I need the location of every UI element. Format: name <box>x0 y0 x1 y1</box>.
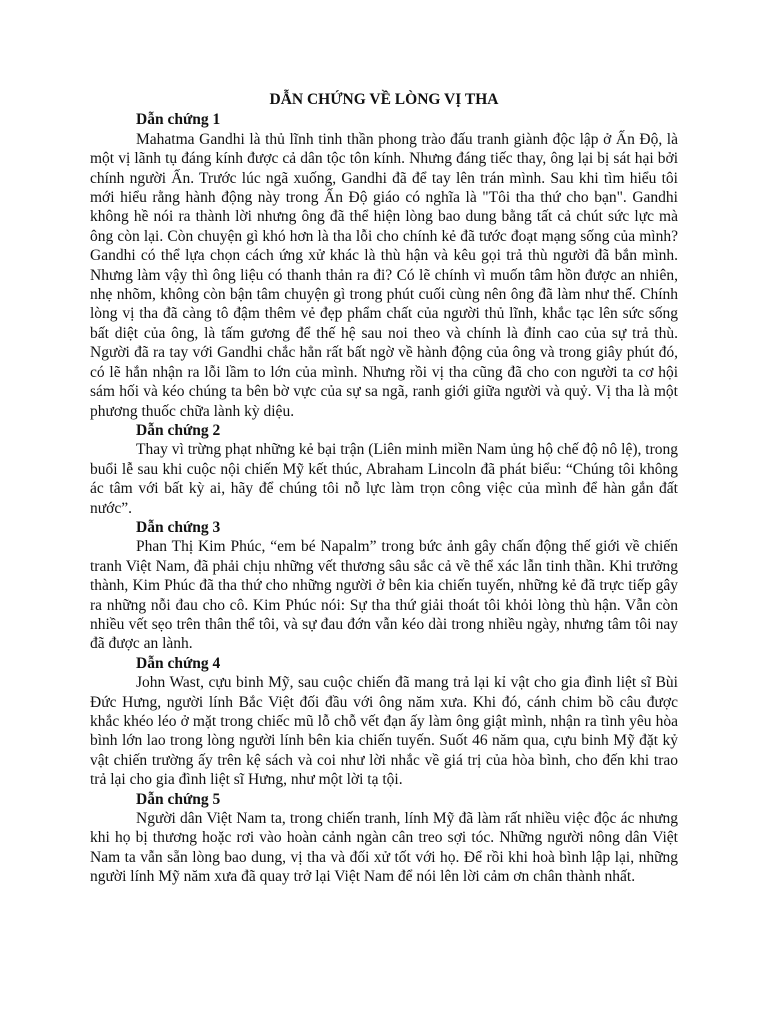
section-text-3: Phan Thị Kim Phúc, “em bé Napalm” trong bức ảnh gây chấn động thế giới về chiến tranh Việt Nam, đã phải chịu những vết thương sâu sắc cả về thể xác lẫn tinh thần. Khi trưởng thành, Kim Phúc đã tha thứ cho những người ở bên kia chiến tuyến, những kẻ đã trực tiếp gây ra những nỗi đau cho cô. Kim Phúc nói: Sự tha thứ giải thoát tôi khỏi lòng thù hận. Vẫn còn nhiều vết sẹo trên thân thể tôi, và sự đau đớn vẫn kéo dài trong nhiều ngày, nhưng tâm tôi nay đã được an lành. <box>90 538 678 653</box>
section-heading-5: Dẫn chứng 5 <box>136 790 221 808</box>
section-text-1: Mahatma Gandhi là thủ lĩnh tinh thần phong trào đấu tranh giành độc lập ở Ấn Độ, là một vị lãnh tụ đáng kính được cả dân tộc tôn kính. Nhưng đáng tiếc thay, ông lại bị sát hại bởi chính người Ấn. Trước lúc ngã xuống, Gandhi đã để tay lên trán mình. Sau khi tìm hiểu tôi mới hiểu rằng hành động này trong Ấn Độ giáo có nghĩa là "Tôi tha thứ cho bạn". Gandhi không hề nói ra thành lời nhưng ông đã thể hiện lòng bao dung bằng tất cả chút sức lực mà ông còn lại. Còn chuyện gì khó hơn là tha lỗi cho chính kẻ đã tước đoạt mạng sống của mình? Gandhi có thể lựa chọn cách ứng xử khác là thù hận và kêu gọi trả thù người đã bắn mình. Nhưng làm vậy thì ông liệu có thanh thản ra đi? Có lẽ chính vì muốn tâm hồn được an nhiên, nhẹ nhõm, không còn bận tâm chuyện gì trong phút cuối cùng nên ông đã làm như thế. Chính lòng vị tha đã càng tô đậm thêm vẻ đẹp phẩm chất của người thủ lĩnh, khắc tạc lên sức sống bất diệt của ông, là tấm gương để thế hệ sau noi theo và chính là đỉnh cao của sự trả thù. Người đã ra tay với Gandhi chắc hẳn rất bất ngờ về hành động của ông và trong giây phút đó, có lẽ hắn nhận ra lỗi lầm to lớn của mình. Nhưng rồi vị tha cũng đã cho con người ta cơ hội sám hối và kéo chúng ta bên bờ vực của sự sa ngã, ranh giới giữa người và quỷ. Vị tha là một phương thuốc chữa lành kỳ diệu. <box>90 130 678 420</box>
section-heading-3: Dẫn chứng 3 <box>136 518 221 536</box>
section-text-5: Người dân Việt Nam ta, trong chiến tranh, lính Mỹ đã làm rất nhiều việc độc ác nhưng khi họ bị thương hoặc rơi vào hoàn cảnh ngàn cân treo sợi tóc. Những người nông dân Việt Nam ta vẫn sẵn lòng bao dung, vị tha và đối xử tốt với họ. Để rồi khi hoà bình lập lại, những người lính Mỹ năm xưa đã quay trở lại Việt Nam để nói lên lời cảm ơn chân thành nhất. <box>90 810 678 886</box>
document-page <box>90 90 678 887</box>
section-text-2: Thay vì trừng phạt những kẻ bại trận (Liên minh miền Nam ủng hộ chế độ nô lệ), trong buổi lễ sau khi cuộc nội chiến Mỹ kết thúc, Abraham Lincoln đã phát biểu: “Chúng tôi không ác tâm với bất kỳ ai, hãy để chúng tôi nỗ lực làm trọn công việc của mình để hàn gắn đất nước”. <box>90 441 678 517</box>
section-heading-4: Dẫn chứng 4 <box>136 654 221 672</box>
section-text-4: John Wast, cựu binh Mỹ, sau cuộc chiến đã mang trả lại kỉ vật cho gia đình liệt sĩ Bùi Đức Hưng, người lính Bắc Việt đối đầu với ông năm xưa. Khi đó, cánh chim bồ câu được khắc khéo léo ở mặt trong chiếc mũ lỗ chỗ vết đạn ấy làm ông giật mình, nhận ra tình yêu hòa bình lớn lao trong lòng người lính bên kia chiến tuyến. Suốt 46 năm qua, cựu binh Mỹ đặt kỷ vật chiến trường ấy trên kệ sách và coi như lời nhắc về giá trị của hòa bình, cho đến khi trao trả lại cho gia đình liệt sĩ Hưng, như một lời tạ tội. <box>90 674 678 789</box>
section-heading-2: Dẫn chứng 2 <box>136 421 221 439</box>
section-heading-1: Dẫn chứng 1 <box>136 111 221 129</box>
page-title: DẪN CHỨNG VỀ LÒNG VỊ THA <box>269 91 499 108</box>
